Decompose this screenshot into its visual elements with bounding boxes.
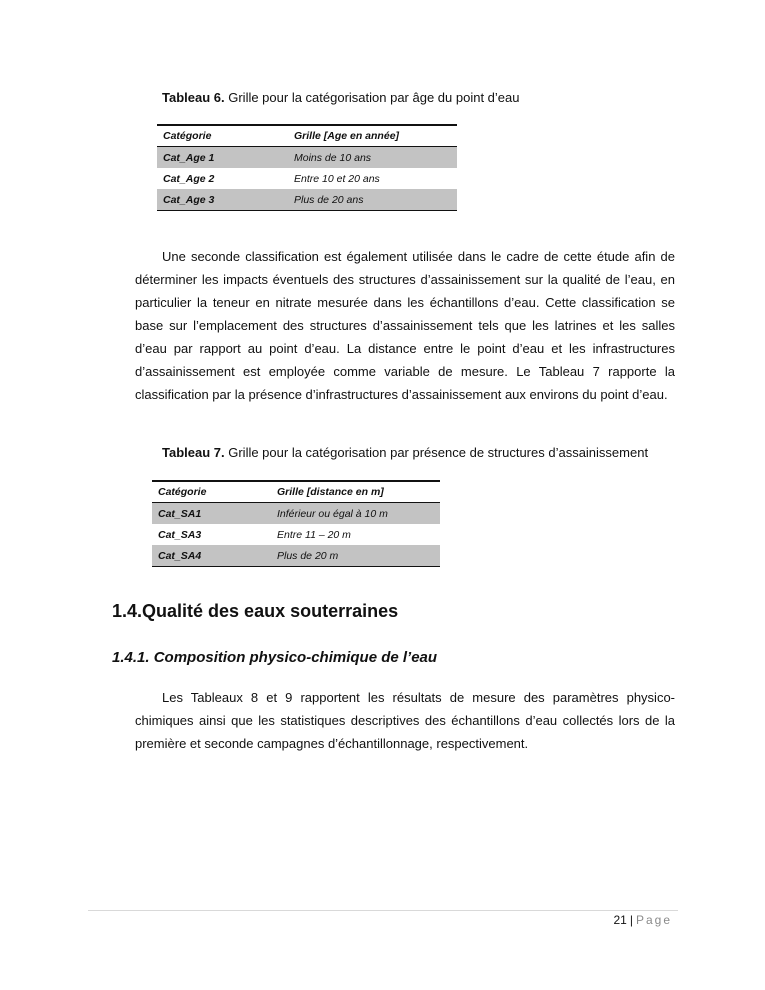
- footer-divider: [88, 910, 678, 911]
- body-paragraph-1: [135, 245, 675, 406]
- table-row: [152, 524, 440, 545]
- table6-caption: [162, 90, 519, 105]
- body-paragraph-2: [135, 686, 675, 755]
- table6-caption-label: Tableau 6.: [162, 90, 225, 105]
- table7-cell-grid: Inférieur ou égal à 10 m: [271, 503, 440, 525]
- table-row: [157, 168, 457, 189]
- table-row: [152, 545, 440, 567]
- table-row: [152, 503, 440, 525]
- subsection-heading: 1.4.1. Composition physico-chimique de l’eau: [112, 649, 438, 666]
- table6-caption-text: Grille pour la catégorisation par âge du point d’eau: [224, 90, 520, 105]
- table6-cell-grid: Plus de 20 ans: [288, 189, 457, 211]
- table-row: [157, 147, 457, 169]
- table6-cell-category: Cat_Age 3: [157, 189, 288, 211]
- table7-cell-category: Cat_SA4: [152, 545, 271, 567]
- table6-cell-grid: Entre 10 et 20 ans: [294, 172, 380, 185]
- body-paragraph-1-text: Une seconde classification est également utilisée dans le cadre de cette étude afin de déterminer les impacts éventuels des structures d’assainissement sur la qualité de l’eau, en particulier la teneur en nitrate mesurée dans les échantillons d’eau. Cette classification se base sur l’emplacement des structures d’assainissement tels que les latrines et les salles d’eau par rapport au point d’eau. La distance entre le point d’eau et les infrastructures d’assainissement est employée comme variable de mesure. Le Tableau 7 rapporte la classification par la présence d’infrastructures d’assainissement aux environs du point d’eau.: [135, 249, 675, 402]
- footer-separator: |: [629, 913, 633, 927]
- page-label: Page: [635, 913, 672, 927]
- table6-header-row: [157, 125, 457, 147]
- table7-caption: [162, 445, 648, 460]
- table6: [157, 124, 457, 211]
- table7-cell-category: Cat_SA1: [152, 503, 271, 525]
- table7-header-category: Catégorie: [152, 481, 271, 503]
- table6-cell-category: Cat_Age 2: [163, 172, 215, 185]
- table6-header-grid: Grille [Age en année]: [288, 125, 457, 147]
- table6-header-category: Catégorie: [157, 125, 288, 147]
- table7-caption-text: Grille pour la catégorisation par présence de structures d’assainissement: [224, 445, 649, 460]
- table6-cell-grid: Moins de 10 ans: [288, 147, 457, 169]
- table7-cell-grid: Entre 11 – 20 m: [277, 528, 351, 541]
- table7-header-row: [152, 481, 440, 503]
- page-footer: [613, 913, 672, 927]
- body-paragraph-2-text: Les Tableaux 8 et 9 rapportent les résultats de mesure des paramètres physico-chimiques ainsi que les statistiques descriptives des échantillons d’eau collectés lors de la première et seconde campagnes d’échantillonnage, respectivement.: [135, 690, 675, 751]
- table7-cell-grid: Plus de 20 m: [271, 545, 440, 567]
- table7: [152, 480, 440, 567]
- table7-header-grid: Grille [distance en m]: [271, 481, 440, 503]
- page-number: 21: [613, 913, 627, 927]
- section-heading: 1.4.Qualité des eaux souterraines: [112, 601, 399, 621]
- table7-cell-category: Cat_SA3: [158, 528, 202, 541]
- table7-caption-label: Tableau 7.: [162, 445, 225, 460]
- table6-cell-category: Cat_Age 1: [157, 147, 288, 169]
- table-row: [157, 189, 457, 211]
